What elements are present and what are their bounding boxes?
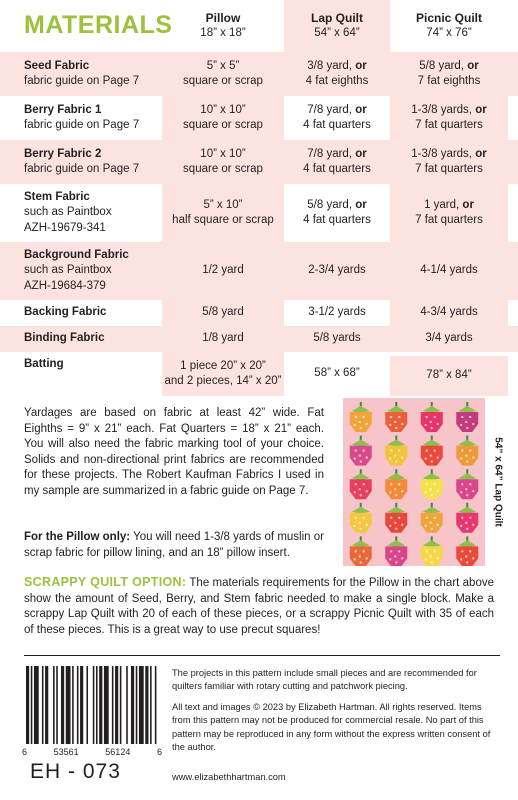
strawberry-seed [425,525,427,527]
strawberry-seed [460,458,462,460]
strawberry-leaf [352,406,370,413]
barcode-number: 6 53561 56124 6 [22,747,162,757]
strawberry-seed [469,483,471,485]
strawberry-leaf [458,540,476,547]
barcode-bar [155,666,157,744]
row-label: Berry Fabric 1 fabric guide on Page 7 [24,103,140,131]
pillow-cell: 5” x 10” half square or scrap [162,184,284,242]
strawberry-seed [394,455,396,457]
strawberry-seed [360,461,362,463]
picnic-cell: 3/4 yards [425,332,473,345]
table-row [0,184,518,242]
strawberry-block [421,436,443,466]
strawberry-seed [390,550,392,552]
strawberry-seed [469,416,471,418]
strawberry-seed [466,528,468,530]
strawberry-seed [359,488,361,490]
strawberry-seed [466,561,468,563]
strawberry-seed [359,522,361,524]
strawberry-seed [354,424,356,426]
strawberry-seed [472,490,474,492]
strawberry-seed [401,423,403,425]
strawberry-block [421,469,443,499]
strawberry-seed [461,483,463,485]
strawberry-seed [425,424,427,426]
barcode-bar [96,666,98,744]
strawberry-seed [430,522,432,524]
strawberry-seed [465,455,467,457]
table-row [0,96,518,140]
strawberry-seed [363,517,365,519]
strawberry-block [385,436,407,466]
strawberry-seed [460,525,462,527]
lap-quilt-image [343,398,485,566]
strawberry-seed [431,561,433,563]
strawberry-seed [434,550,436,552]
table-row [0,352,518,396]
header-pillow: Pillow 18” x 18” [200,10,246,39]
strawberry-seed [430,421,432,423]
strawberry-block [385,536,407,566]
strawberry-seed [398,483,400,485]
strawberry-seed [390,450,392,452]
strawberry-seed [469,450,471,452]
strawberry-seed [434,450,436,452]
strawberry-seed [395,528,397,530]
barcode-bar [126,666,128,744]
materials-table [0,0,518,396]
strawberry-seed [466,494,468,496]
strawberry-seed [465,488,467,490]
strawberry-seed [425,558,427,560]
header-picnic-quilt: Picnic Quilt 74” x 76” [415,10,482,39]
strawberry-seed [366,524,368,526]
strawberry-seed [425,491,427,493]
strawberry-seed [401,490,403,492]
strawberry-seed [398,450,400,452]
strawberry-seed [437,423,439,425]
strawberry-seed [355,550,357,552]
strawberry-seed [389,525,391,527]
strawberry-seed [401,557,403,559]
strawberry-seed [434,416,436,418]
strawberry-seed [472,524,474,526]
table-row [0,242,518,300]
picnic-cell: 4-3/4 yards [390,300,508,326]
barcode-bar [66,666,71,744]
strawberry-leaf [458,507,476,514]
strawberry-seed [472,557,474,559]
strawberry-leaf [352,540,370,547]
strawberry-seed [437,490,439,492]
strawberry-seed [363,483,365,485]
strawberry-seed [359,421,361,423]
strawberry-block [456,503,478,533]
strawberry-seed [401,524,403,526]
strawberry-seed [360,528,362,530]
strawberry-seed [360,494,362,496]
barcode-bar [93,666,95,744]
row-label: Seed Fabric fabric guide on Page 7 [24,59,140,87]
strawberry-seed [389,491,391,493]
strawberry-seed [466,427,468,429]
strawberry-block [350,503,372,533]
strawberry-seed [430,488,432,490]
picnic-cell: 78” x 84” [390,356,508,396]
materials-title: MATERIALS [24,11,173,40]
strawberry-seed [472,423,474,425]
table-row [0,52,518,96]
strawberry-seed [360,427,362,429]
strawberry-seed [431,494,433,496]
strawberry-seed [437,524,439,526]
strawberry-leaf [458,473,476,480]
strawberry-seed [426,550,428,552]
scrappy-quilt-option [24,575,494,638]
quilt-caption: 54” x 64” Lap Quilt [492,437,504,527]
materials-title-cell [0,0,173,52]
strawberry-leaf [423,473,441,480]
strawberry-seed [465,421,467,423]
strawberry-seed [395,461,397,463]
strawberry-leaf [458,406,476,413]
strawberry-seed [390,517,392,519]
pattern-sku: EH - 073 [30,760,121,783]
strawberry-seed [431,528,433,530]
strawberry-seed [425,458,427,460]
strawberry-seed [359,555,361,557]
pillow-cell: 5” x 5” square or scrap [183,59,263,87]
strawberry-seed [469,517,471,519]
strawberry-seed [363,450,365,452]
barcode-bar [139,666,144,744]
strawberry-seed [437,557,439,559]
strawberry-seed [398,517,400,519]
barcode-icon [26,666,158,744]
pillow-cell: 10” x 10” square or scrap [183,147,263,175]
scrappy-label: SCRAPPY QUILT OPTION: [24,575,187,589]
row-label: Background Fabric such as Paintbox AZH-19684-379 [24,248,129,292]
strawberry-seed [360,561,362,563]
strawberry-seed [390,483,392,485]
strawberry-leaf [423,540,441,547]
picnic-cell: 1-3/8 yards, or 7 fat quarters [411,147,487,175]
table-row [0,326,518,352]
strawberry-seed [431,427,433,429]
strawberry-leaf [423,507,441,514]
lap-cell: 7/8 yard, or 4 fat quarters [303,103,371,131]
barcode-bar [150,666,152,744]
strawberry-seed [461,450,463,452]
strawberry-seed [366,423,368,425]
strawberry-seed [461,550,463,552]
strawberry-seed [434,517,436,519]
barcode-bar [61,666,64,744]
barcode-bar [112,666,114,744]
strawberry-block [421,503,443,533]
strawberry-block [350,469,372,499]
pillow-note-label: For the Pillow only: [24,531,131,543]
strawberry-seed [394,421,396,423]
strawberry-leaf [352,473,370,480]
strawberry-leaf [387,473,405,480]
barcode-bar [80,666,83,744]
pillow-note [24,530,324,561]
strawberry-seed [430,555,432,557]
row-label: Batting [24,358,64,370]
row-label: Backing Fabric [24,306,107,319]
pillow-note-text: You will need 1-3/8 yards of muslin or scrap fabric for pillow lining, and an 18” pillow insert. [24,531,324,559]
table-header-row [0,0,518,52]
barcode-bar [145,666,148,744]
lap-cell: 5/8 yards [313,332,361,345]
strawberry-seed [401,457,403,459]
header-lap-quilt: Lap Quilt 54” x 64” [284,0,390,52]
scrappy-text: The materials requirements for the Pillow in the chart above show the amount of Seed, Berry, and Stem fabric needed to make a single block. Make a scrappy Lap Quilt with 20 of each of these pieces, or a scrappy Picnic Quilt with 35 of each of these pieces. This is a great way to use precut squares! [24,577,494,636]
strawberry-seed [359,455,361,457]
strawberry-leaf [458,440,476,447]
strawberry-leaf [423,406,441,413]
barcode-bar [99,666,102,744]
strawberry-seed [354,458,356,460]
strawberry-block [421,536,443,566]
strawberry-leaf [352,440,370,447]
strawberry-seed [355,517,357,519]
lap-cell: 58” x 68” [314,367,360,380]
strawberry-seed [466,461,468,463]
strawberry-leaf [352,507,370,514]
barcode-bar [120,666,122,744]
lap-cell: 2-3/4 yards [308,264,366,277]
strawberry-seed [426,517,428,519]
barcode-bar [72,666,74,744]
strawberry-block [385,469,407,499]
lap-cell: 3/8 yard, or 4 fat eighths [305,59,369,87]
table-row [0,140,518,184]
website-link[interactable]: www.elizabethhartman.com [172,772,286,782]
strawberry-seed [460,491,462,493]
strawberry-seed [426,416,428,418]
strawberry-seed [395,494,397,496]
row-label: Binding Fabric [24,332,105,345]
strawberry-seed [354,491,356,493]
barcode-bar [86,666,88,744]
pillow-cell: 5/8 yard [162,300,284,326]
footer-divider [24,655,500,656]
strawberry-seed [434,483,436,485]
strawberry-block [456,536,478,566]
strawberry-seed [426,483,428,485]
strawberry-leaf [387,440,405,447]
barcode-bar [131,666,134,744]
strawberry-seed [390,416,392,418]
barcode-bar [34,666,39,744]
strawberry-seed [465,555,467,557]
barcode-bar [31,666,33,744]
strawberry-seed [355,416,357,418]
strawberry-seed [469,550,471,552]
strawberry-block [456,436,478,466]
strawberry-block [350,402,372,432]
strawberry-seed [389,458,391,460]
copyright-note: All text and images © 2023 by Elizabeth Hartman. All rights reserved. Items from this pattern may not be produced for commercial resale. No part of this pattern may be reproduced in any form without the express written consent of the author. [172,702,491,753]
picnic-cell: 1 yard, or 7 fat quarters [390,184,508,242]
strawberry-leaf [387,507,405,514]
pillow-cell: 1/8 yard [202,332,244,345]
strawberry-seed [460,424,462,426]
barcode-bar [42,666,44,744]
strawberry-seed [430,455,432,457]
strawberry-seed [354,558,356,560]
strawberry-seed [389,558,391,560]
strawberry-block [456,469,478,499]
strawberry-seed [398,416,400,418]
lap-cell: 7/8 yard, or 4 fat quarters [303,147,371,175]
strawberry-seed [472,457,474,459]
strawberry-block [456,402,478,432]
strawberry-seed [366,557,368,559]
strawberry-seed [354,525,356,527]
strawberry-seed [394,522,396,524]
lap-cell: 5/8 yard, or 4 fat quarters [303,198,371,226]
picnic-cell: 4-1/4 yards [420,264,478,277]
pillow-cell: 1 piece 20” x 20” and 2 pieces, 14” x 20” [162,352,284,396]
strawberry-seed [395,561,397,563]
yardage-note: Yardages are based on fabric at least 42” wide. Fat Eighths = 9” x 21” each. Fat Quarters = 18” x 21” each. You will also need the fabric marking tool of your choice. Solids and non-directional print fabrics are recommended for these projects. The Robert Kaufman Fabrics I used in my sample are summarized in a fabric guide on Page 7. [24,407,324,497]
strawberry-seed [461,416,463,418]
strawberry-block [385,503,407,533]
strawberry-seed [394,488,396,490]
strawberry-seed [363,550,365,552]
strawberry-seed [426,450,428,452]
strawberry-seed [437,457,439,459]
strawberry-seed [460,558,462,560]
picnic-cell: 5/8 yard, or 7 fat eighths [417,59,481,87]
strawberry-block [350,536,372,566]
strawberry-block [350,436,372,466]
barcode-bar [136,666,138,744]
strawberry-seed [461,517,463,519]
row-label: Berry Fabric 2 fabric guide on Page 7 [24,147,140,175]
picnic-cell: 1-3/8 yards, or 7 fat quarters [390,96,508,140]
strawberry-seed [355,450,357,452]
strawberry-seed [389,424,391,426]
skill-note: The projects in this pattern include small pieces and are recommended for quilters familiar with rotary cutting and patchwork piecing. [172,668,477,692]
barcode-bar [26,666,29,744]
strawberry-seed [465,522,467,524]
barcode-bar [45,666,48,744]
strawberry-seed [395,427,397,429]
row-label: Stem Fabric such as Paintbox AZH-19679-341 [24,190,112,234]
strawberry-seed [366,457,368,459]
barcode-bar [115,666,118,744]
barcode-bar [77,666,79,744]
strawberry-seed [355,483,357,485]
strawberry-seed [398,550,400,552]
pillow-cell: 10” x 10” square or scrap [162,96,284,140]
strawberry-seed [363,416,365,418]
strawberry-leaf [387,406,405,413]
strawberry-seed [394,555,396,557]
strawberry-leaf [423,440,441,447]
pillow-cell: 1/2 yard [202,264,244,277]
barcode-bar [56,666,58,744]
strawberry-block [385,402,407,432]
barcode-bar [53,666,55,744]
strawberry-block [421,402,443,432]
strawberry-seed [431,461,433,463]
barcode-bar [104,666,109,744]
table-row [0,300,518,326]
strawberry-seed [366,490,368,492]
strawberry-leaf [387,540,405,547]
lap-cell: 3-1/2 yards [308,306,366,319]
